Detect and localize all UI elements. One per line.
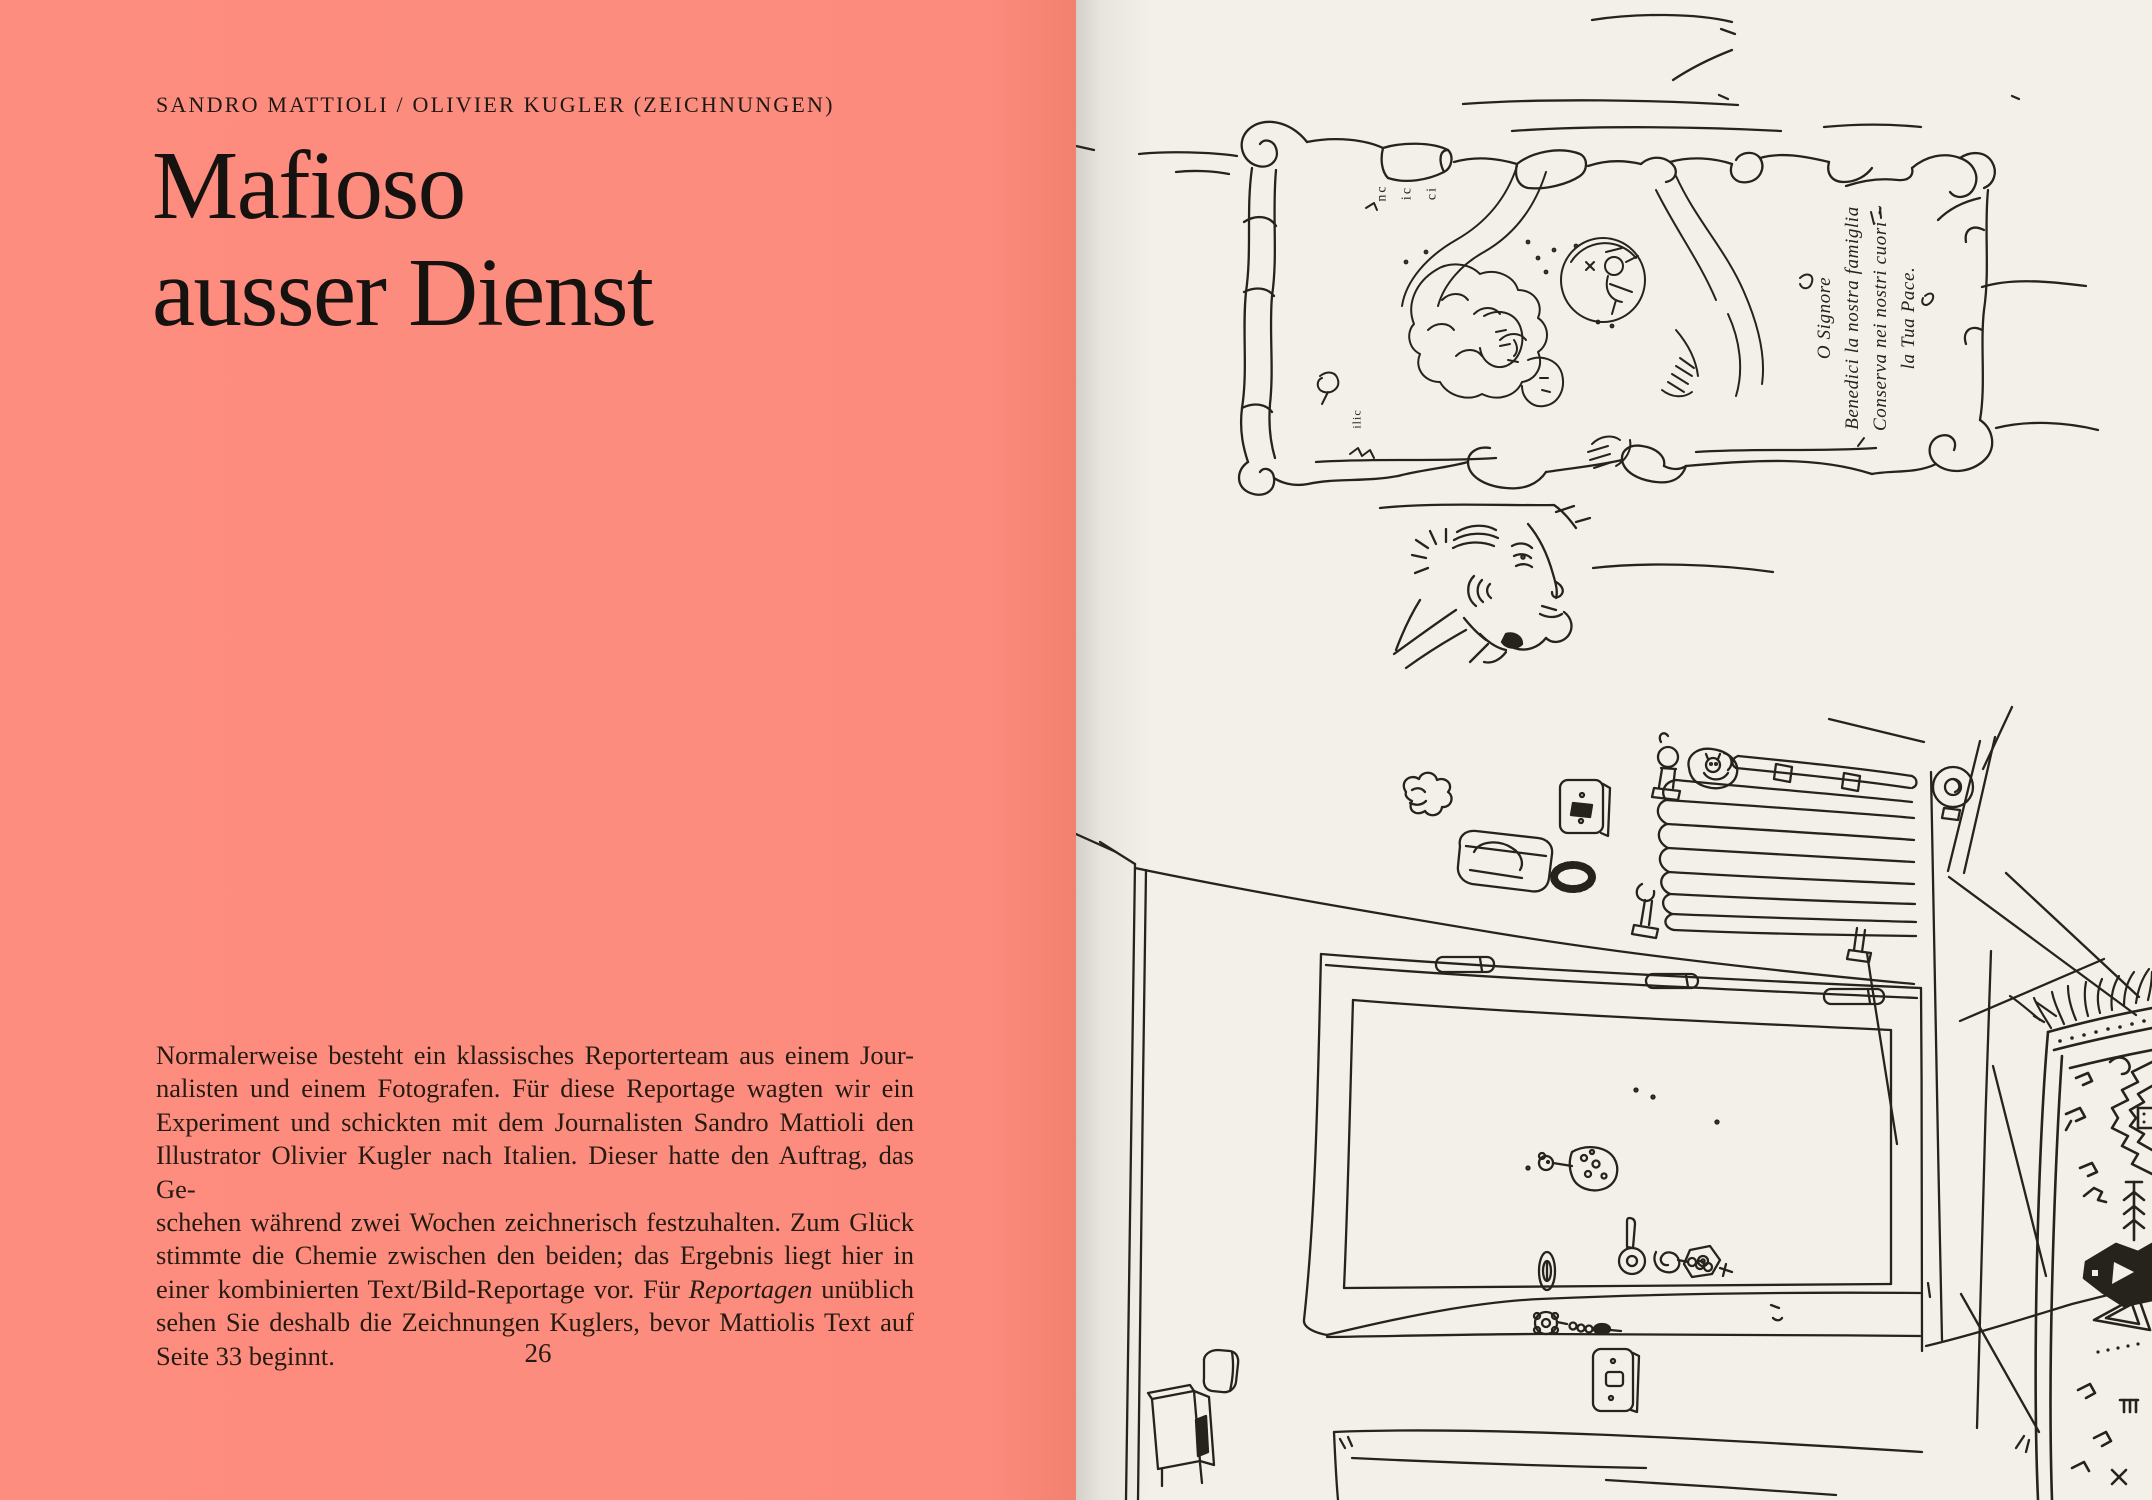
floor-lines bbox=[1334, 1430, 1922, 1500]
title-line-2: ausser Dienst bbox=[152, 239, 653, 346]
icon-inscription-bottom: ilic bbox=[1349, 409, 1364, 429]
keyhole-plate bbox=[1539, 1252, 1555, 1290]
body-line: Normalerweise besteht ein klassisches Reporterteam aus einem Jour- bbox=[156, 1040, 914, 1070]
body-line: sehen Sie deshalb die Zeichnungen Kuglers, bevor Mattiolis Text auf bbox=[156, 1307, 914, 1338]
inscription-line: ic bbox=[1399, 185, 1415, 201]
page-number: 26 bbox=[524, 1338, 552, 1368]
body-line: Illustrator Olivier Kugler nach Italien. Dieser hatte den Auftrag, das Ge- bbox=[156, 1140, 914, 1204]
door-hinges bbox=[1436, 957, 1884, 1004]
right-page bbox=[1076, 0, 2152, 1500]
body-line: stimmte die Chemie zwischen den beiden; das Ergebnis liegt hier in bbox=[156, 1240, 914, 1271]
speaker-box bbox=[1148, 1385, 1214, 1486]
right-wall-lines bbox=[1829, 707, 2152, 1452]
fuzzy-garland bbox=[1554, 865, 1592, 889]
inscription-line: Benedici la nostra famiglia bbox=[1842, 206, 1863, 430]
wall-switch-bottom bbox=[1593, 1349, 1639, 1412]
intercom-phone bbox=[1458, 831, 1592, 892]
body-line: nalisten und einem Fotografen. Für diese Reportage wagten wir ein bbox=[156, 1073, 914, 1104]
inscription-line: la Tua Pace. bbox=[1898, 266, 1919, 370]
title-line-1: Mafioso bbox=[152, 132, 465, 239]
body-line: schehen während zwei Wochen zeichnerisch festzuhalten. Zum Glück bbox=[156, 1207, 914, 1238]
byline: SANDRO MATTIOLI / OLIVIER KUGLER (ZEICHNUNGEN) bbox=[156, 92, 835, 117]
rug-fringe bbox=[2010, 969, 2152, 1028]
cherub-relief-blob bbox=[1404, 773, 1452, 815]
cat-in-basket-figurine bbox=[1689, 749, 1738, 789]
body-line: einer kombinierten Text/Bild-Reportage vor. Für Reportagen unüblich bbox=[156, 1273, 914, 1304]
prayer-inscription bbox=[1811, 205, 1923, 431]
icon-inscription-top bbox=[1370, 184, 1445, 201]
bottom-chain-bolt bbox=[1534, 1312, 1621, 1334]
wall-switch-top bbox=[1560, 780, 1610, 836]
inscription-line: O Signore bbox=[1814, 276, 1835, 360]
inscription-line: nc bbox=[1374, 184, 1390, 202]
cheese-mouse-magnet bbox=[1539, 1147, 1617, 1190]
article-title bbox=[152, 132, 652, 346]
portrait-head bbox=[1380, 505, 1773, 668]
chain-lock bbox=[1654, 1246, 1732, 1277]
door bbox=[1304, 954, 1922, 1351]
radiator-ball-figurine bbox=[1652, 733, 1680, 800]
intro-paragraph bbox=[156, 1039, 914, 1373]
wall-plate bbox=[1204, 1350, 1238, 1392]
body-line: Seite 33 beginnt. bbox=[156, 1340, 335, 1371]
door-knob bbox=[1619, 1218, 1645, 1274]
room-sketch-svg bbox=[1076, 0, 2152, 1500]
inscription-line: ci bbox=[1424, 185, 1440, 201]
wall-sketch-lines bbox=[1076, 15, 2098, 430]
inscription-line: Conserva nei nostri cuori ~ bbox=[1870, 205, 1891, 431]
body-line: Experiment und schickten mit dem Journalisten Sandro Mattioli den bbox=[156, 1106, 914, 1137]
